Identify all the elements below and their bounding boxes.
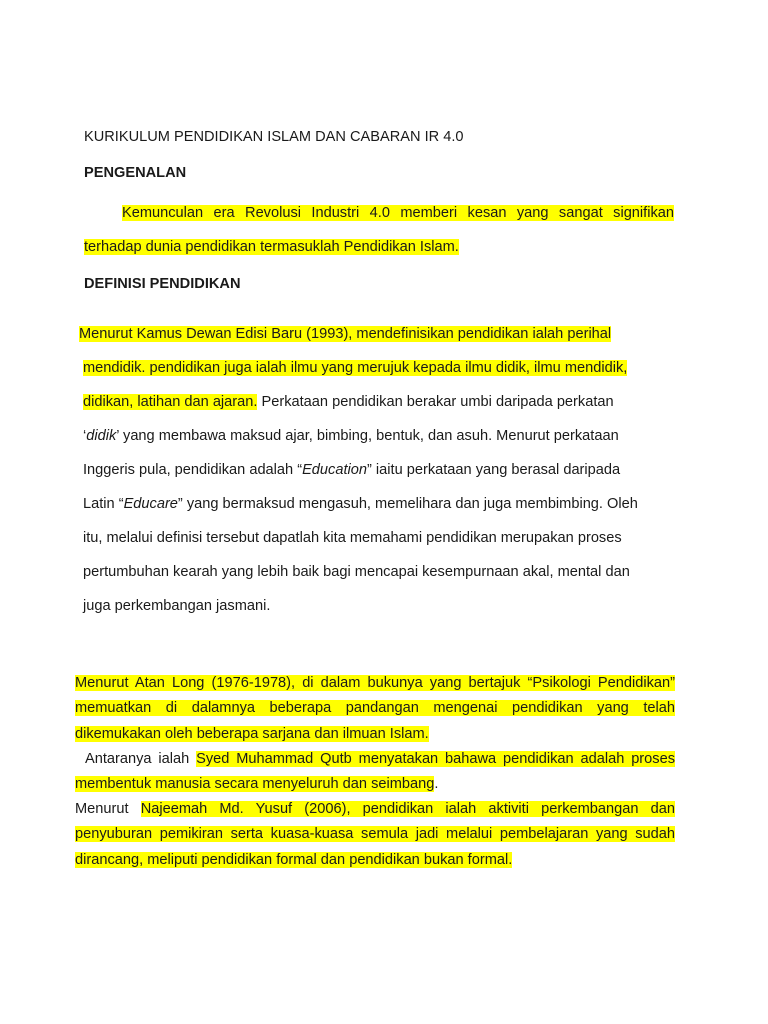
definition-line xyxy=(79,385,679,419)
definition-line xyxy=(79,487,679,521)
heading-definisi: DEFINISI PENDIDIKAN xyxy=(84,276,241,292)
definition-line xyxy=(79,419,679,453)
definition-paragraph xyxy=(79,317,679,623)
term-educare: Educare xyxy=(123,496,178,512)
definition-text: Perkataan pendidikan berakar umbi daripada perkatan xyxy=(257,394,614,410)
qutb-highlight: Syed Muhammad Qutb menyatakan bahawa pendidikan adalah proses membentuk manusia secara menyeluruh dan seimbang xyxy=(75,751,675,793)
qutb-intro: Antaranya ialah xyxy=(85,751,197,767)
definition-text: pertumbuhan kearah yang lebih baik bagi mencapai kesempurnaan akal, mental dan xyxy=(83,564,630,580)
heading-pengenalan: PENGENALAN xyxy=(84,165,187,181)
definition-text: juga perkembangan jasmani. xyxy=(83,598,271,614)
definition-text: Latin “ xyxy=(83,496,124,512)
qutb-paragraph xyxy=(75,747,675,798)
definition-text: Inggeris pula, pendidikan adalah “ xyxy=(83,462,303,478)
quote-mark: ‘ xyxy=(83,428,87,444)
definition-line xyxy=(79,317,679,351)
definition-text: ” yang bermaksud mengasuh, memelihara dan juga membimbing. Oleh xyxy=(177,496,638,512)
definition-text: itu, melalui definisi tersebut dapatlah kita memahami pendidikan merupakan proses xyxy=(83,530,622,546)
definition-highlight: Menurut Kamus Dewan Edisi Baru (1993), mendefinisikan pendidikan ialah perihal xyxy=(79,326,612,342)
definition-line xyxy=(79,555,679,589)
definition-line xyxy=(79,521,679,555)
term-education: Education xyxy=(302,462,367,478)
document-title: KURIKULUM PENDIDIKAN ISLAM DAN CABARAN IR 4.0 xyxy=(84,129,464,145)
yusuf-highlight: Najeemah Md. Yusuf (2006), pendidikan ialah aktiviti perkembangan dan penyuburan pemikiran serta kuasa-kuasa semula jadi melalui pembelajaran yang sudah dirancang, meliputi pendidikan formal dan pendidikan bukan formal. xyxy=(75,801,675,868)
definition-line xyxy=(79,453,679,487)
definition-line xyxy=(79,589,679,623)
atan-long-paragraph xyxy=(75,671,675,747)
yusuf-intro: Menurut xyxy=(75,801,141,817)
definition-highlight: mendidik. pendidikan juga ialah ilmu yang merujuk kepada ilmu didik, ilmu mendidik, xyxy=(83,360,628,376)
definition-text: ’ yang membawa maksud ajar, bimbing, bentuk, dan asuh. Menurut perkataan xyxy=(116,428,619,444)
term-didik: didik xyxy=(86,428,117,444)
intro-paragraph xyxy=(84,197,674,264)
definition-highlight: didikan, latihan dan ajaran. xyxy=(83,394,258,410)
yusuf-paragraph xyxy=(75,797,675,873)
qutb-period: . xyxy=(434,776,439,793)
intro-highlight: Kemunculan era Revolusi Industri 4.0 memberi kesan yang sangat signifikan terhadap dunia pendidikan termasuklah Pendidikan Islam. xyxy=(84,205,674,255)
definition-text: ” iaitu perkataan yang berasal daripada xyxy=(367,462,621,478)
atan-highlight: Menurut Atan Long (1976-1978), di dalam bukunya yang bertajuk “Psikologi Pendidikan” memuatkan di dalamnya beberapa pandangan mengenai pendidikan yang telah dikemukakan oleh beberapa sarjana dan ilmuan Islam. xyxy=(75,675,675,742)
definition-line xyxy=(79,351,679,385)
